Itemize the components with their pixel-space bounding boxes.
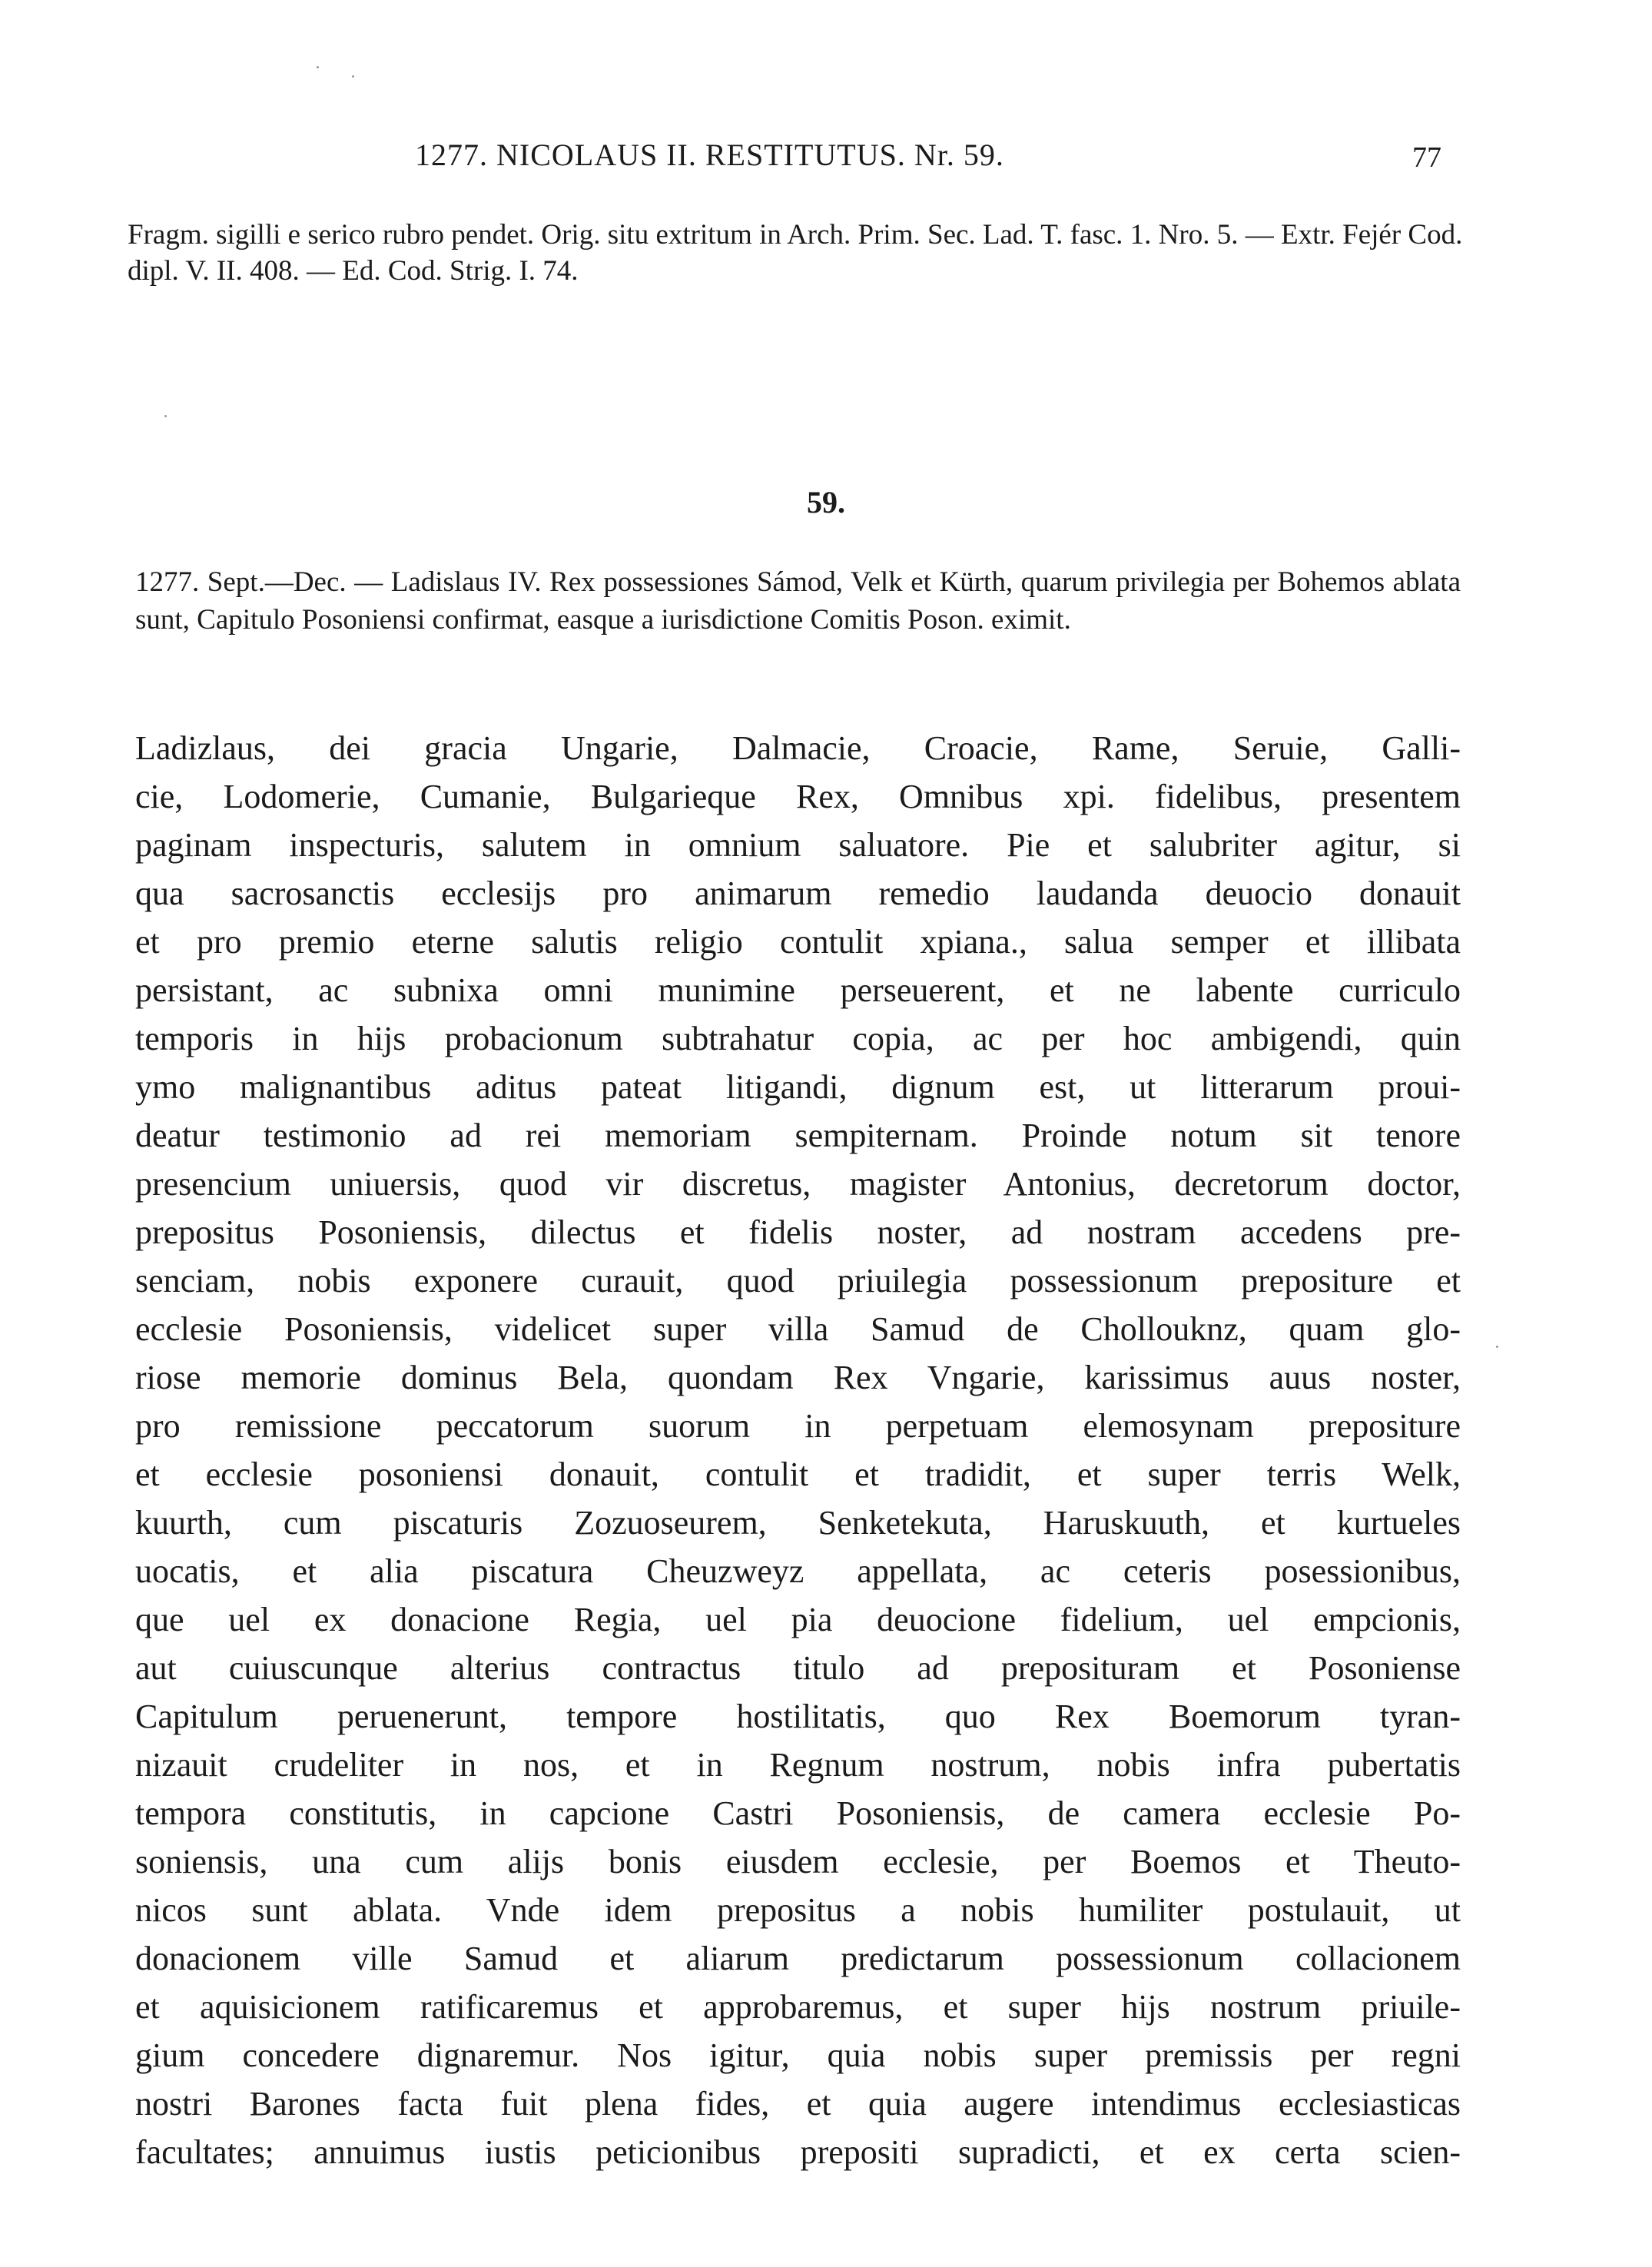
text-line: riose memorie dominus Bela, quondam Rex Vngarie, karissimus auus noster, — [135, 1359, 1461, 1396]
text-line: temporis in hijs probacionum subtrahatur copia, ac per hoc ambigendi, quin — [135, 1020, 1461, 1057]
text-line: presencium uniuersis, quod vir discretus, magister Antonius, decretorum doctor, — [135, 1165, 1461, 1203]
text-line: que uel ex donacione Regia, uel pia deuocione fidelium, uel empcionis, — [135, 1601, 1461, 1638]
text-line: paginam inspecturis, salutem in omnium saluatore. Pie et salubriter agitur, si — [135, 826, 1461, 864]
text-line: prepositus Posoniensis, dilectus et fidelis noster, ad nostram accedens pre- — [135, 1213, 1461, 1251]
text-line: et ecclesie posoniensi donauit, contulit et tradidit, et super terris Welk, — [135, 1455, 1461, 1493]
text-line: et aquisicionem ratificaremus et approbaremus, et super hijs nostrum priuile- — [135, 1988, 1461, 2026]
scan-speck — [317, 66, 319, 68]
scan-speck — [352, 75, 354, 78]
text-line: senciam, nobis exponere curauit, quod priuilegia possessionum prepositure et — [135, 1262, 1461, 1299]
text-line: et pro premio eterne salutis religio contulit xpiana., salua semper et illibata — [135, 923, 1461, 961]
text-line: facultates; annuimus iustis peticionibus prepositi supradicti, et ex certa scien- — [135, 2133, 1461, 2171]
text-line: persistant, ac subnixa omni munimine perseuerent, et ne labente curriculo — [135, 971, 1461, 1009]
text-line: donacionem ville Samud et aliarum predictarum possessionum collacionem — [135, 1940, 1461, 1977]
text-line: deatur testimonio ad rei memoriam sempiternam. Proinde notum sit tenore — [135, 1117, 1461, 1154]
regest: 1277. Sept.—Dec. — Ladislaus IV. Rex possessiones Sámod, Velk et Kürth, quarum privilegia per Bohemos ablata sunt, Capitulo Posoniensi confirmat, easque a iurisdictione Comitis Poson. eximit. — [135, 566, 1461, 636]
text-line: ymo malignantibus aditus pateat litigandi, dignum est, ut litterarum proui- — [135, 1068, 1461, 1106]
source-note: Fragm. sigilli e serico rubro pendet. Orig. situ extritum in Arch. Prim. Sec. Lad. T. fasc. 1. Nro. 5. — Extr. Fejér Cod. dipl. V. II. 408. — Ed. Cod. Strig. I. 74. — [128, 219, 1463, 287]
text-line: soniensis, una cum alijs bonis eiusdem ecclesie, per Boemos et Theuto- — [135, 1843, 1461, 1880]
page-number: 77 — [1412, 141, 1441, 174]
text-line: Ladizlaus, dei gracia Ungarie, Dalmacie, Croacie, Rame, Seruie, Galli- — [135, 729, 1461, 767]
text-line: aut cuiuscunque alterius contractus titulo ad preposituram et Posoniense — [135, 1649, 1461, 1687]
text-line: qua sacrosanctis ecclesijs pro animarum remedio laudanda deuocio donauit — [135, 875, 1461, 912]
text-line: nizauit crudeliter in nos, et in Regnum nostrum, nobis infra pubertatis — [135, 1746, 1461, 1784]
document-number: 59. — [807, 485, 845, 519]
text-line: cie, Lodomerie, Cumanie, Bulgarieque Rex, Omnibus xpi. fidelibus, presentem — [135, 778, 1461, 815]
text-line: uocatis, et alia piscatura Cheuzweyz appellata, ac ceteris posessionibus, — [135, 1552, 1461, 1590]
text-line: kuurth, cum piscaturis Zozuoseurem, Senketekuta, Haruskuuth, et kurtueles — [135, 1504, 1461, 1542]
text-line: nicos sunt ablata. Vnde idem prepositus a nobis humiliter postulauit, ut — [135, 1891, 1461, 1929]
text-line: tempora constitutis, in capcione Castri Posoniensis, de camera ecclesie Po- — [135, 1794, 1461, 1832]
charter-text — [135, 724, 1461, 2176]
scan-speck — [164, 415, 167, 417]
text-line: gium concedere dignaremur. Nos igitur, quia nobis super premissis per regni — [135, 2036, 1461, 2074]
text-line: nostri Barones facta fuit plena fides, et quia augere intendimus ecclesiasticas — [135, 2085, 1461, 2123]
scan-speck — [1496, 1346, 1498, 1348]
running-head: 1277. NICOLAUS II. RESTITUTUS. Nr. 59. — [415, 138, 1004, 172]
text-line: ecclesie Posoniensis, videlicet super villa Samud de Chollouknz, quam glo- — [135, 1310, 1461, 1348]
text-line: pro remissione peccatorum suorum in perpetuam elemosynam prepositure — [135, 1407, 1461, 1445]
text-line: Capitulum peruenerunt, tempore hostilitatis, quo Rex Boemorum tyran- — [135, 1698, 1461, 1735]
